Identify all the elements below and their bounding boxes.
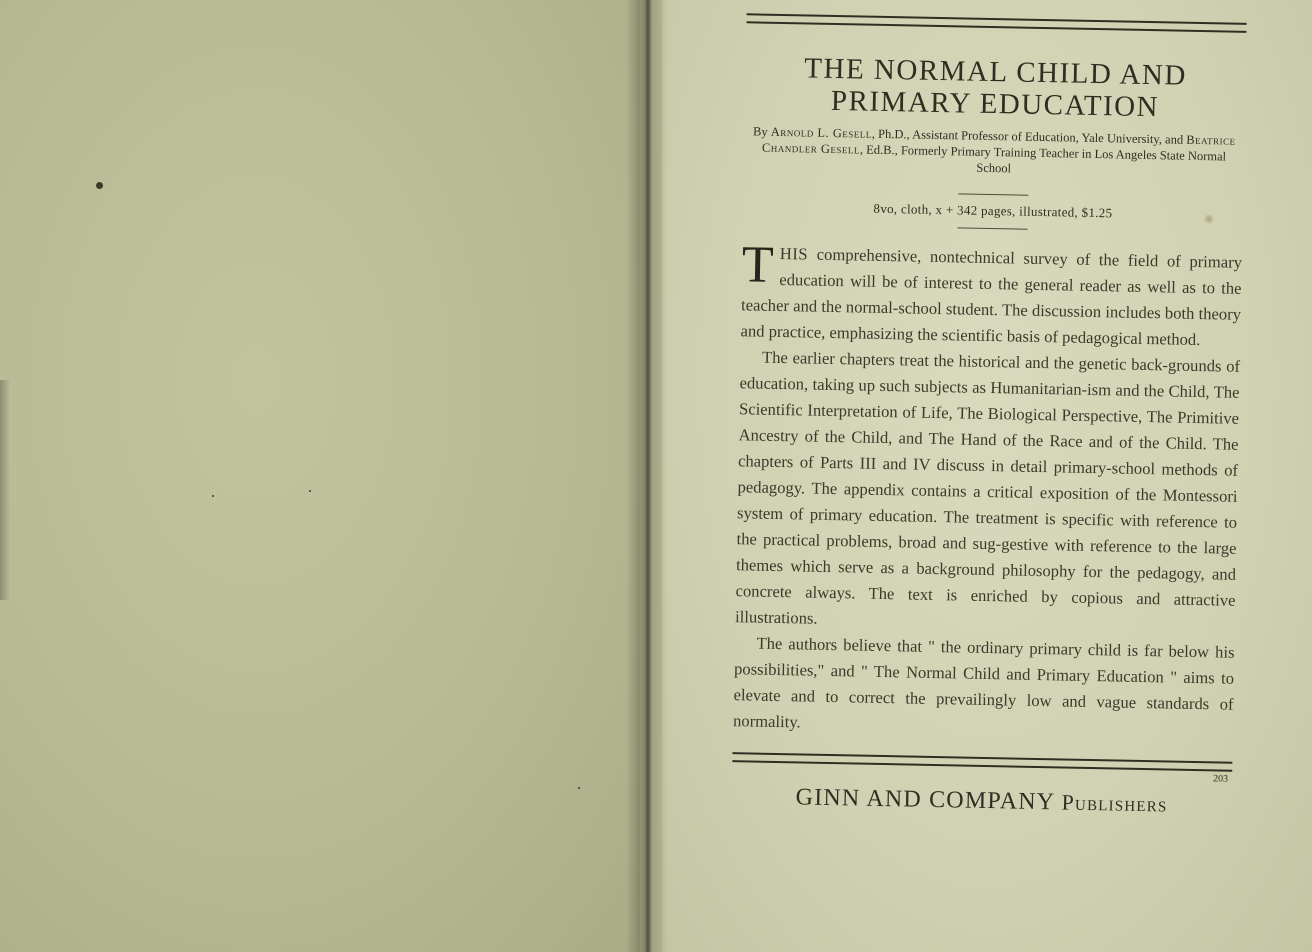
- book-title-line-2: PRIMARY EDUCATION: [830, 84, 1160, 124]
- short-rule-bottom: [958, 227, 1028, 229]
- ink-speck: [212, 495, 214, 497]
- page-edge-shadow: [0, 380, 10, 600]
- author-1-name: Arnold L. Gesell: [770, 124, 873, 141]
- paragraph-1-text: comprehensive, nontechnical survey of the field of primary education will be of interest to the general reader as well as to the teacher and the normal-school student. The discussion includes both theory and practice, emphasizing the scientific basis of pedagogical method.: [740, 244, 1243, 350]
- book-gutter: [626, 0, 668, 952]
- description-paragraph-2: The earlier chapters treat the historical and the genetic back-grounds of education, taking up such subjects as Humanitarian-ism and the Child, The Scientific Interpretation of Life, The Biological Perspective, The Primitive Ancestry of the Child, and The Hand of the Race and of the Child. The chapters of Parts III and IV discuss in detail primary-school methods of pedagogy. The appendix contains a critical exposition of the Montessori system of primary education. The treatment is specific with reference to the practical problems, broad and sug-gestive with reference to the large themes which serve as a background philosophy for the pedagogy, and concrete always. The text is enriched by copious and attractive illustrations.: [734, 347, 1241, 628]
- short-rule-top: [958, 193, 1028, 195]
- price-line: 8vo, cloth, x + 342 pages, illustrated, $1.25: [873, 200, 1113, 221]
- publisher-name: GINN AND COMPANY: [795, 784, 1055, 816]
- byline-by: By: [752, 124, 768, 139]
- author-1-credentials: , Ph.D., Assistant Professor of Education, Yale University, and: [871, 126, 1184, 147]
- advertisement-page-content: [731, 13, 1246, 819]
- ink-speck: [96, 182, 103, 189]
- ink-speck: [309, 490, 311, 492]
- description-paragraph-1: [740, 236, 1243, 354]
- book-title-line-1: THE NORMAL CHILD AND: [804, 52, 1188, 92]
- description-paragraph-3: The authors believe that " the ordinary primary child is far below his possibilities," and " The Normal Child and Primary Education " aims to elevate and to correct the prevailingly low and vague standards of normality.: [732, 633, 1235, 732]
- book-description: [732, 236, 1243, 744]
- ink-speck: [578, 787, 580, 789]
- author-2-name: Beatrice Chandler Gesell: [761, 132, 1236, 157]
- page-number: 203: [1212, 773, 1229, 785]
- drop-cap: T: [741, 236, 775, 294]
- left-page-blank: [0, 0, 640, 952]
- publisher-suffix: Publishers: [1061, 789, 1168, 817]
- first-word: HIS: [779, 243, 809, 264]
- book-title: [745, 51, 1246, 125]
- author-2-credentials: , Ed.B., Formerly Primary Training Teacher in Los Angeles State Normal School: [859, 142, 1227, 176]
